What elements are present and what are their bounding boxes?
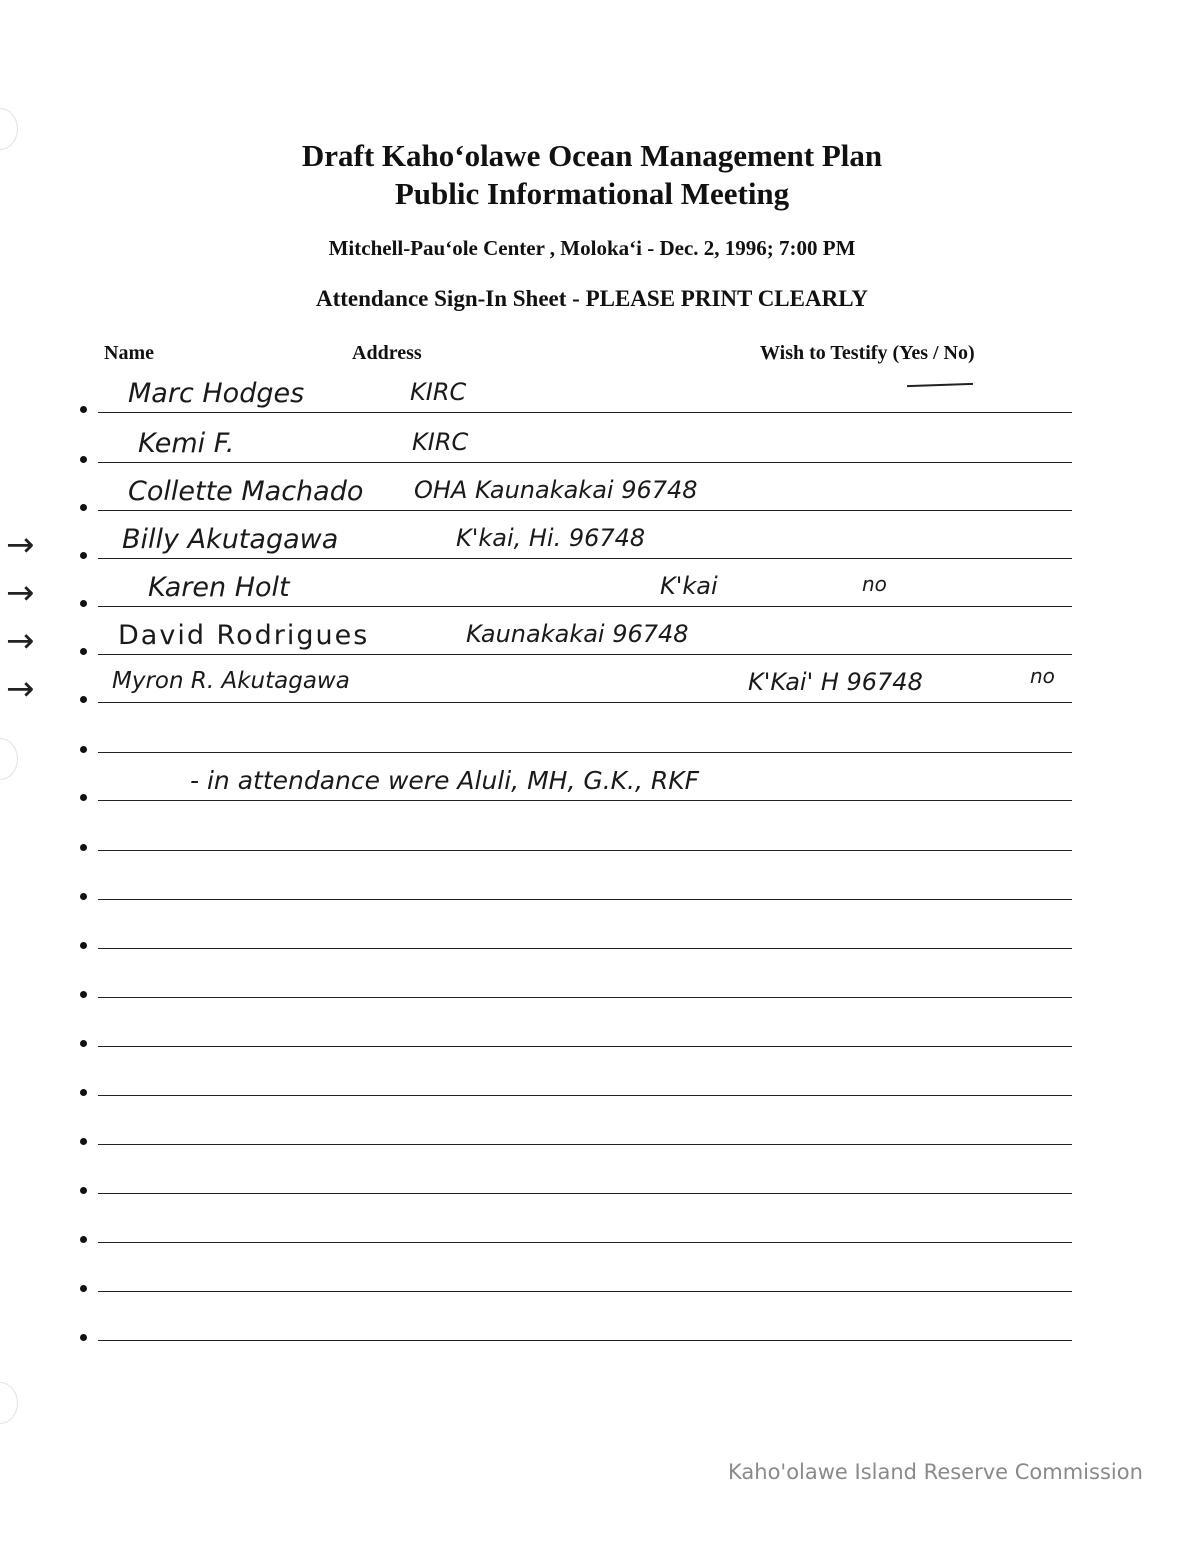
- signin-row: [0, 620, 1204, 668]
- signer-name: Collette Machado: [128, 476, 364, 507]
- signer-name: Kemi F.: [138, 428, 235, 459]
- row-bullet: [80, 1187, 87, 1194]
- row-line: [98, 1193, 1072, 1194]
- signer-address: K'kai: [660, 572, 718, 600]
- blank-row: [0, 1306, 1204, 1354]
- signer-address: KIRC: [410, 378, 467, 406]
- row-bullet: [80, 600, 87, 607]
- blank-row: [0, 1208, 1204, 1256]
- signer-address: Kaunakakai 96748: [466, 620, 689, 648]
- row-line: [98, 412, 1072, 413]
- blank-row: [0, 1012, 1204, 1060]
- row-line: [98, 899, 1072, 900]
- row-bullet: [80, 696, 87, 703]
- signin-row: [0, 476, 1204, 524]
- blank-row: [0, 1061, 1204, 1109]
- row-bullet: [80, 648, 87, 655]
- signer-name: Karen Holt: [148, 572, 290, 603]
- meeting-details: Mitchell-Pau‘ole Center , Moloka‘i - Dec. 2, 1996; 7:00 PM: [328, 236, 856, 260]
- row-bullet: [80, 1285, 87, 1292]
- row-line: [98, 1144, 1072, 1145]
- row-line: [98, 1095, 1072, 1096]
- row-line: [98, 606, 1072, 607]
- row-line: [98, 654, 1072, 655]
- row-line: [98, 752, 1072, 753]
- row-bullet: [80, 406, 87, 413]
- row-bullet: [80, 504, 87, 511]
- document-title-line2: Public Informational Meeting: [394, 176, 790, 211]
- signin-row: [0, 524, 1204, 572]
- blank-row: [0, 816, 1204, 864]
- row-line: [98, 1242, 1072, 1243]
- row-bullet: [80, 794, 87, 801]
- signin-row: [0, 428, 1204, 476]
- row-line: [98, 1340, 1072, 1341]
- signin-row: [0, 718, 1204, 766]
- arrow-mark: →: [6, 669, 35, 709]
- signer-address: K'Kai' H 96748: [748, 668, 923, 696]
- signer-address: OHA Kaunakakai 96748: [414, 476, 698, 504]
- row-bullet: [80, 1236, 87, 1243]
- row-line: [98, 997, 1072, 998]
- row-line: [98, 850, 1072, 851]
- blank-row: [0, 914, 1204, 962]
- signer-name: Billy Akutagawa: [122, 524, 339, 555]
- sheet-label: Attendance Sign-In Sheet - PLEASE PRINT CLEARLY: [315, 286, 869, 311]
- row-bullet: [80, 456, 87, 463]
- row-line: [98, 800, 1072, 801]
- document-title: Draft Kaho‘olawe Ocean Management Plan: [301, 138, 883, 173]
- blank-row: [0, 1257, 1204, 1305]
- arrow-mark: →: [6, 525, 35, 565]
- row-line: [98, 462, 1072, 463]
- watermark: Kaho'olawe Island Reserve Commission: [728, 1460, 1143, 1484]
- row-line: [98, 702, 1072, 703]
- signer-address: KIRC: [412, 428, 469, 456]
- row-bullet: [80, 746, 87, 753]
- signin-row: [0, 766, 1204, 814]
- row-line: [98, 510, 1072, 511]
- column-header-name: Name: [104, 342, 154, 364]
- blank-row: [0, 963, 1204, 1011]
- signin-row: [0, 572, 1204, 620]
- row-bullet: [80, 893, 87, 900]
- signin-row: [0, 664, 1204, 716]
- testify-answer: no: [862, 572, 887, 596]
- signer-name: David Rodrigues: [118, 620, 370, 651]
- column-header-testify: Wish to Testify (Yes / No): [760, 342, 975, 364]
- signer-address: K'kai, Hi. 96748: [456, 524, 646, 552]
- row-bullet: [80, 552, 87, 559]
- row-bullet: [80, 942, 87, 949]
- blank-row: [0, 1110, 1204, 1158]
- row-bullet: [80, 1334, 87, 1341]
- row-bullet: [80, 1138, 87, 1145]
- blank-row: [0, 1159, 1204, 1207]
- row-line: [98, 558, 1072, 559]
- signer-name: Myron R. Akutagawa: [112, 668, 350, 694]
- row-bullet: [80, 991, 87, 998]
- row-bullet: [80, 1089, 87, 1096]
- row-bullet: [80, 1040, 87, 1047]
- arrow-mark: →: [6, 573, 35, 613]
- column-header-address: Address: [352, 342, 422, 364]
- row-line: [98, 1291, 1072, 1292]
- row-line: [98, 948, 1072, 949]
- row-line: [98, 1046, 1072, 1047]
- signer-name: Marc Hodges: [128, 378, 305, 409]
- arrow-mark: →: [6, 621, 35, 661]
- blank-row: [0, 865, 1204, 913]
- signin-row: [0, 378, 1204, 426]
- testify-answer: no: [1030, 664, 1055, 688]
- attendance-note: - in attendance were Aluli, MH, G.K., RKF: [190, 766, 700, 795]
- punch-hole: [0, 1382, 18, 1424]
- row-bullet: [80, 844, 87, 851]
